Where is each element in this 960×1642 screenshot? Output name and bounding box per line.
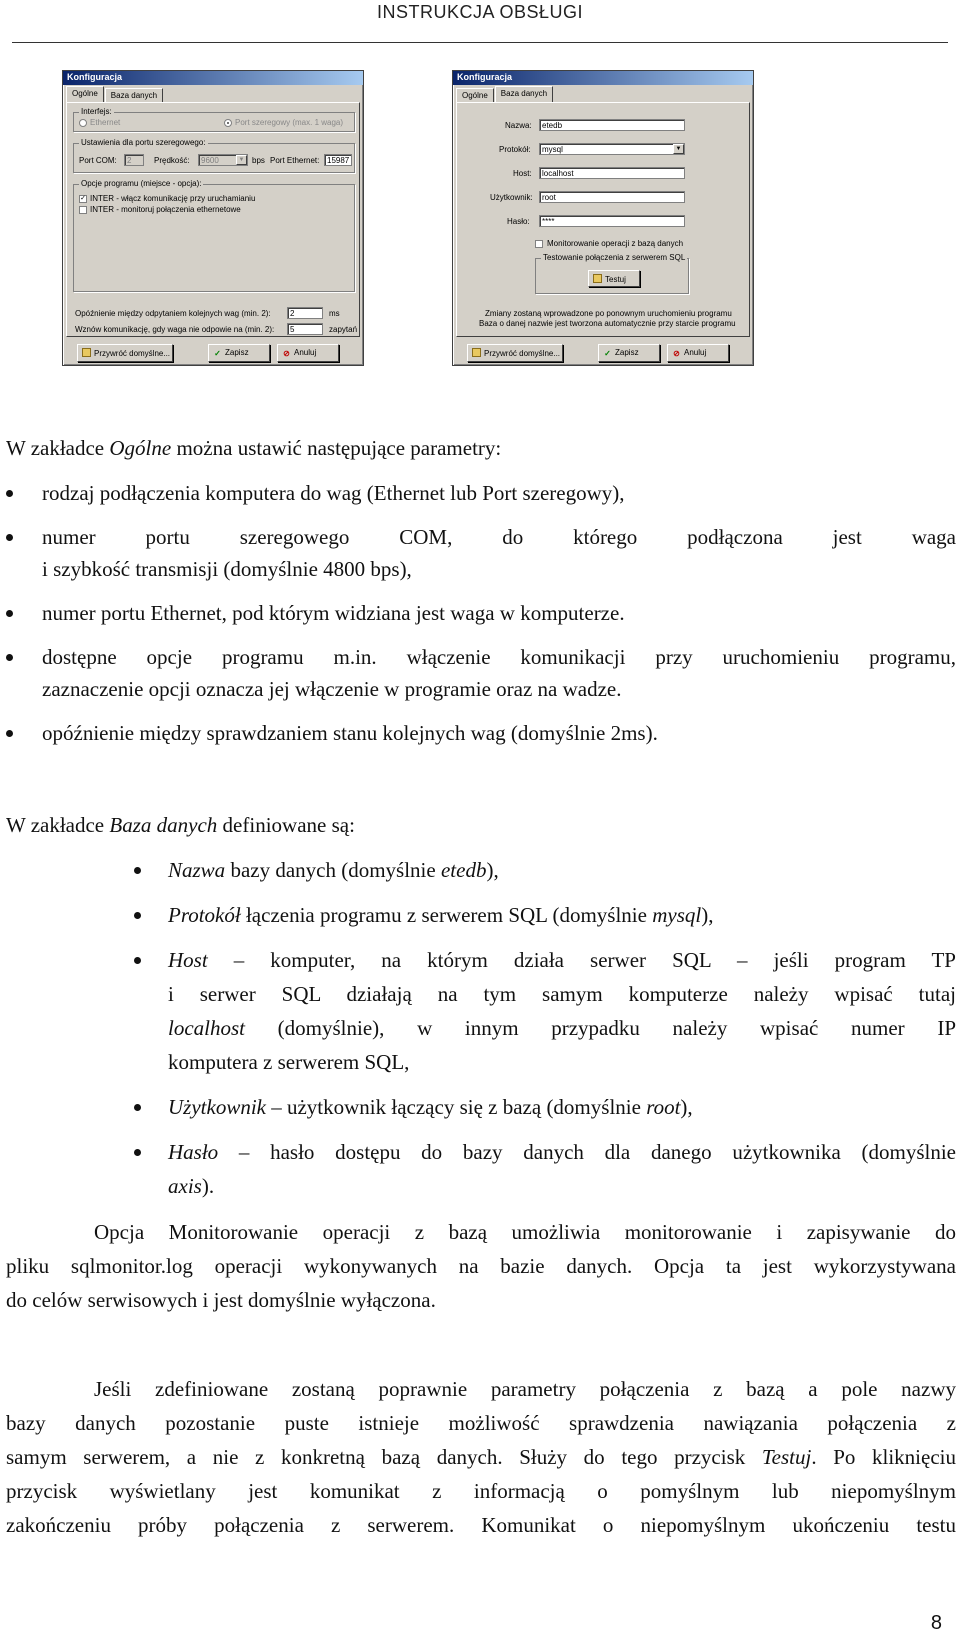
tab-bar [63, 85, 363, 102]
delay-label: Opóźnienie między odpytaniem kolejnych wag (min. 2): [75, 309, 271, 318]
text: bazy danych (domyślnie [225, 858, 441, 882]
bullet-connection-type: rodzaj podłączenia komputera do wag (Ethernet lub Port szeregowy), [42, 481, 625, 505]
item-password-l2 [168, 1170, 214, 1203]
running-header: INSTRUKCJA OBSŁUGI [376, 2, 584, 22]
bullet-dot [6, 490, 13, 497]
tab-bar [453, 85, 753, 102]
item-name [168, 854, 499, 887]
page-number: 8 [930, 1612, 942, 1634]
text: ), [701, 903, 714, 927]
option-2-checkbox[interactable] [79, 206, 87, 214]
bps-label: bps [252, 156, 265, 165]
protocol-select[interactable] [539, 143, 685, 155]
bullet-options-l2: zaznaczenie opcji oznacza jej włączenie w programie oraz na wadze. [42, 677, 622, 701]
em: etedb [440, 858, 487, 882]
folder-icon [472, 348, 481, 357]
host-input[interactable]: localhost [539, 167, 685, 179]
para-monitor-l1: Opcja Monitorowanie operacji z bazą umożliwia monitorowanie i zapisywanie do [94, 1220, 956, 1244]
user-input[interactable]: root [539, 191, 685, 203]
para-monitor-l3: do celów serwisowych i jest domyślnie wyłączona. [6, 1288, 436, 1312]
resume-unit: zapytań [329, 325, 358, 334]
text: ), [486, 858, 499, 882]
dialog-title: Konfiguracja [453, 71, 753, 85]
config-dialog-general [62, 70, 364, 366]
tab-database[interactable]: Baza danych [105, 88, 163, 102]
header-rule [12, 42, 948, 43]
em: root [646, 1095, 681, 1119]
radio-serial[interactable] [224, 119, 232, 127]
user-label: Użytkownik: [490, 193, 533, 202]
text: – użytkownik łączący się z bazą (domyślnie [265, 1095, 647, 1119]
bullet-ethernet-port: numer portu Ethernet, pod którym widziana jest waga w komputerze. [42, 601, 625, 625]
serial-group-title: Ustawienia dla portu szeregowego: [81, 138, 206, 147]
delay-unit: ms [329, 309, 340, 318]
em: Host [168, 948, 208, 972]
port-com-input[interactable]: 2 [124, 154, 144, 166]
radio-ethernet-label: Ethernet [90, 118, 121, 127]
protocol-value: mysql [542, 145, 563, 154]
text: – hasło dostępu do bazy danych dla danego użytkownika (domyślnie [218, 1140, 956, 1164]
tab-general[interactable]: Ogólne [456, 88, 494, 102]
delay-input[interactable]: 2 [287, 307, 323, 319]
intro-prefix: W zakładce [6, 436, 110, 460]
checkmark-icon: ✓ [214, 349, 221, 358]
bullet-dot [134, 867, 141, 874]
options-group-title: Opcje programu (miejsce - opcja): [81, 179, 202, 188]
password-label: Hasło: [507, 217, 530, 226]
em: Nazwa [168, 858, 226, 882]
serial-group [73, 138, 355, 173]
folder-icon [82, 348, 91, 357]
bullet-dot [134, 912, 141, 919]
em: axis [168, 1174, 202, 1198]
bullet-dot [134, 957, 141, 964]
monitor-label: Monitorowanie operacji z bazą danych [547, 239, 684, 248]
bullet-options-l1: dostępne opcje programu m.in. włączenie komunikacji przy uruchomieniu programu, [42, 645, 956, 669]
item-host-l1 [168, 944, 956, 977]
intro-em: Ogólne [109, 436, 172, 460]
port-com-label: Port COM: [79, 156, 117, 165]
item-protocol [168, 899, 713, 932]
resume-label: Wznów komunikację, gdy waga nie odpowie na (min. 2): [75, 325, 275, 334]
item-password-l1 [168, 1136, 956, 1169]
para-monitor-l2: pliku sqlmonitor.log operacji wykonywanych na bazie danych. Opcja ta jest wykorzystywana [6, 1254, 956, 1278]
config-dialog-database [452, 70, 754, 366]
cancel-button[interactable] [667, 344, 729, 362]
em: localhost [168, 1016, 245, 1040]
intro-em: Baza danych [109, 813, 218, 837]
section-database-intro [6, 809, 355, 842]
intro-suffix: można ustawić następujące parametry: [171, 436, 502, 460]
text: . Po kliknięciu [811, 1445, 956, 1469]
text: ), [680, 1095, 693, 1119]
save-label: Zapisz [615, 348, 639, 357]
restore-defaults-button[interactable] [77, 344, 173, 362]
interface-group-title: Interfejs: [81, 107, 112, 116]
test-button-label: Testuj [605, 275, 626, 284]
port-ethernet-input[interactable]: 15987 [324, 154, 352, 166]
bullet-dot [6, 610, 13, 617]
para-test-l3 [6, 1441, 956, 1474]
tab-panel-general [66, 102, 360, 337]
checkmark-icon: ✓ [604, 349, 611, 358]
item-user [168, 1091, 693, 1124]
em: Protokół [168, 903, 241, 927]
test-icon [593, 274, 602, 283]
bullet-com-port-l1: numer portu szeregowego COM, do którego podłączona jest waga [42, 525, 956, 549]
restore-defaults-label: Przywróć domyślne... [94, 349, 171, 358]
em: Hasło [168, 1140, 219, 1164]
cancel-label: Anuluj [294, 348, 317, 357]
cancel-button[interactable] [277, 344, 339, 362]
bullet-com-port-l2: i szybkość transmisji (domyślnie 4800 bps), [42, 557, 412, 581]
stop-icon: ⊘ [283, 349, 290, 358]
bullet-dot [134, 1149, 141, 1156]
text: (domyślnie), w innym przypadku należy wpisać numer IP [245, 1016, 956, 1040]
dialog-title: Konfiguracja [63, 71, 363, 85]
radio-serial-label: Port szeregowy (max. 1 waga) [235, 118, 344, 127]
chevron-down-icon: ▼ [236, 155, 247, 165]
resume-input[interactable]: 5 [287, 323, 323, 335]
em: Użytkownik [168, 1095, 266, 1119]
port-ethernet-label: Port Ethernet: [270, 156, 320, 165]
em: Testuj [761, 1445, 812, 1469]
speed-value: 9600 [201, 156, 219, 165]
section-general-intro [6, 432, 501, 465]
bullet-dot [134, 1104, 141, 1111]
monitor-checkbox[interactable] [535, 240, 543, 248]
note-autocreate: Baza o danej nazwie jest tworzona automatycznie przy starcie programu [479, 319, 736, 328]
option-1-checkbox[interactable]: ✓ [80, 195, 86, 202]
em: mysql [652, 903, 702, 927]
options-group [73, 179, 355, 292]
para-test-l4: przycisk wyświetlany jest komunikat z informacją o pomyślnym lub niepomyślnym [6, 1479, 956, 1503]
cancel-label: Anuluj [684, 348, 707, 357]
text: łączenia programu z serwerem SQL (domyślnie [240, 903, 653, 927]
note-restart: Zmiany zostaną wprowadzone po ponownym uruchomieniu programu [485, 309, 732, 318]
bullet-dot [6, 654, 13, 661]
item-host-l4: komputera z serwerem SQL, [168, 1050, 410, 1074]
bullet-dot [6, 534, 13, 541]
chevron-down-icon: ▼ [673, 144, 684, 154]
text: – komputer, na którym działa serwer SQL – jeśli program TP [207, 948, 956, 972]
password-input[interactable]: **** [539, 215, 685, 227]
stop-icon: ⊘ [673, 349, 680, 358]
name-input[interactable]: etedb [539, 119, 685, 131]
test-group-title: Testowanie połączenia z serwerem SQL [543, 253, 686, 262]
bullet-delay: opóźnienie między sprawdzaniem stanu kolejnych wag (domyślnie 2ms). [42, 721, 658, 745]
test-group [535, 253, 689, 294]
test-button[interactable] [588, 270, 640, 287]
restore-defaults-label: Przywróć domyślne... [484, 349, 561, 358]
host-label: Host: [513, 169, 532, 178]
radio-ethernet[interactable] [79, 119, 87, 127]
save-label: Zapisz [225, 348, 249, 357]
para-test-l5: zakończeniu próby połączenia z serwerem. Komunikat o niepomyślnym ukończeniu testu [6, 1513, 956, 1537]
text: samym serwerem, a nie z konkretną bazą danych. Służy do tego przycisk [6, 1445, 762, 1469]
tab-general[interactable]: Ogólne [66, 86, 104, 102]
tab-database[interactable]: Baza danych [495, 86, 553, 102]
bullet-dot [6, 730, 13, 737]
item-host-l3 [168, 1012, 956, 1045]
tab-panel-database [456, 102, 750, 337]
intro-suffix: definiowane są: [217, 813, 355, 837]
protocol-label: Protokół: [499, 145, 531, 154]
speed-select[interactable] [198, 154, 248, 166]
para-test-l1: Jeśli zdefiniowane zostaną poprawnie parametry połączenia z bazą a pole nazwy [94, 1377, 956, 1401]
save-button[interactable] [598, 344, 660, 362]
speed-label: Prędkość: [154, 156, 190, 165]
interface-group [73, 107, 355, 132]
option-2-label: INTER - monitoruj połączenia ethernetowe [90, 205, 241, 214]
text: ). [201, 1174, 215, 1198]
save-button[interactable] [208, 344, 270, 362]
para-test-l2: bazy danych pozostanie puste istnieje możliwość sprawdzenia nawiązania połączenia z [6, 1411, 956, 1435]
intro-prefix: W zakładce [6, 813, 110, 837]
restore-defaults-button[interactable] [467, 344, 563, 362]
option-1-label: INTER - włącz komunikację przy uruchamianiu [90, 194, 256, 203]
name-label: Nazwa: [505, 121, 532, 130]
item-host-l2: i serwer SQL działają na tym samym komputerze należy wpisać tutaj [168, 982, 956, 1006]
